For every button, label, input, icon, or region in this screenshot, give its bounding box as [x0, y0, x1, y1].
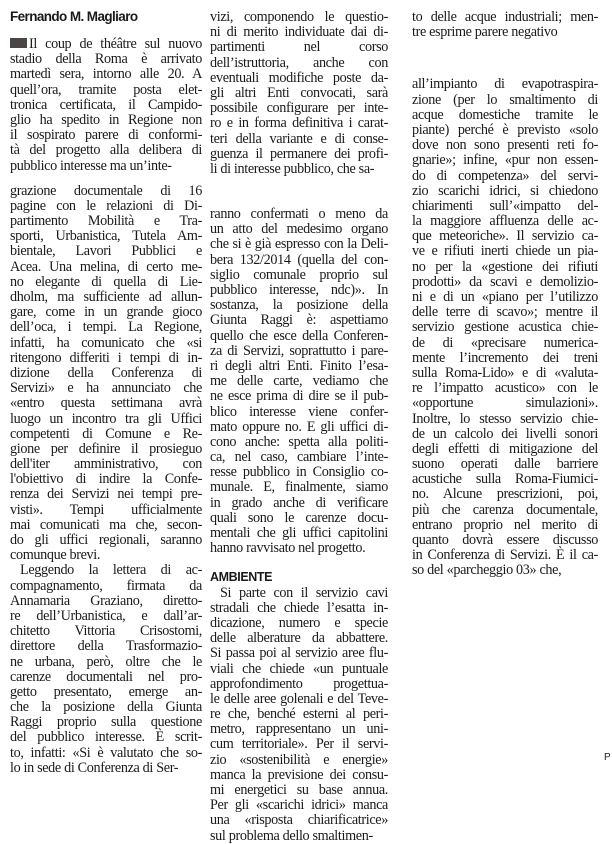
- text-line: quali sono le carenze docu-: [210, 509, 388, 526]
- text-line: prodotti» da scavi e demolizio-: [412, 273, 598, 290]
- text-line: mi energetici su base annua.: [210, 782, 388, 798]
- text-line: sostanza, la posizione della: [210, 297, 388, 314]
- text-line: Giunta Raggi è: aspettiamo: [210, 312, 388, 329]
- text-line: una «risposta chiarificatrice»: [210, 812, 388, 829]
- text-line: stradali che chiede l’esatta in-: [210, 599, 388, 616]
- text-line: ni e di un «piano per l’utilizzo: [412, 289, 598, 305]
- text-line: Inoltre, lo stesso servizio chie-: [412, 410, 598, 427]
- text-line: «opportune simulazioni».: [412, 395, 598, 412]
- text-line: dell’istruttoria, anche con: [210, 54, 388, 71]
- text-line: mai comunicati ma che, secon-: [10, 516, 202, 533]
- text-line: carenze documentali nel pro-: [10, 668, 202, 685]
- col2-block2: [210, 586, 388, 844]
- col1-block0-rest: [10, 52, 202, 174]
- column-gap: [412, 40, 598, 77]
- text-line: sul problema dello smaltimen-: [210, 827, 373, 844]
- text-line: il sospirato parere di conformi-: [10, 127, 202, 144]
- text-line: Per gli «scarichi idrici» manca: [210, 797, 388, 814]
- text-line: le delle aree golenali e del Teve-: [210, 690, 388, 707]
- text-line: viali che chiede «un puntuale: [210, 660, 388, 677]
- text-line: no per la «gestione dei rifiuti: [412, 258, 598, 275]
- text-line: que meteoriche». Il servizio ca-: [412, 228, 598, 245]
- text-line: zio scarichi idrici, si chiedono: [412, 182, 598, 199]
- text-line: hanno ravvisato nel progetto.: [210, 540, 366, 557]
- col1-block2: [10, 563, 202, 776]
- text-line: Il coup de théâtre sul nuovo: [10, 37, 202, 52]
- text-line: acque domestiche tramite le: [412, 106, 598, 123]
- text-line: blico interesse viene confer-: [210, 403, 388, 420]
- text-line: zio «sostenibilità e energie»: [210, 751, 388, 768]
- text-line: sporti, Urbanistica, Tutela Am-: [10, 228, 202, 245]
- text-line: manca la previsione dei consu-: [210, 766, 388, 783]
- text-line: Raggi proprio sulla questione: [10, 714, 202, 731]
- text-line: tà del progetto alla delibera di: [10, 142, 202, 159]
- article-column-2: [210, 10, 388, 844]
- text-line: re l’impatto acustico» con le: [412, 380, 598, 397]
- col3-block0: [412, 10, 598, 40]
- text-line: un atto del medesimo organo: [210, 221, 388, 238]
- paragraph-lead: [10, 37, 202, 52]
- text-line: dicazione, numero e specie: [210, 614, 388, 631]
- text-line: no. Alcune prescrizioni, poi,: [412, 486, 598, 503]
- text-line: re dell’Urbanistica, e dall’ar-: [10, 607, 202, 624]
- text-line: Leggendo la lettera di ac-: [20, 562, 202, 579]
- text-line: dholm, ma sufficiente ad allun-: [10, 289, 202, 305]
- text-line: delle terre di scavo»; mentre il: [412, 304, 598, 321]
- text-line: ro e in forma definitiva i carat-: [210, 115, 388, 132]
- text-line: martedì sera, intorno alle 20. A: [10, 66, 202, 83]
- text-line: getto presentato, emerge an-: [10, 683, 202, 700]
- text-line: re che, benché esterni al peri-: [210, 706, 388, 723]
- text-line: possibile configurare per inte-: [210, 100, 388, 117]
- text-line: to, infatti: «Si è valutato che so-: [10, 744, 202, 761]
- text-line: la maggiore affluenza delle ac-: [412, 213, 598, 230]
- text-line: del pubblico interesse. È scrit-: [10, 729, 202, 746]
- col2-block0: [210, 10, 388, 177]
- text-line: mentali che gli uffici capitolini: [210, 525, 388, 541]
- text-line: direttore della Trasformazio-: [10, 638, 202, 655]
- text-line: compagnamento, firmata da: [10, 577, 202, 594]
- text-line: guenza il permanere dei profi-: [210, 145, 388, 162]
- text-line: visti». Tempi ufficialmente: [10, 501, 202, 518]
- text-line: ranno confermati o meno da: [210, 206, 388, 223]
- text-line: gnarie»; infine, «pur non essen-: [412, 152, 598, 169]
- text-line: comunque brevi.: [10, 547, 101, 564]
- text-line: eventuali modifiche poste da-: [210, 69, 388, 86]
- text-line: resse pubblico in Consiglio co-: [210, 464, 388, 481]
- text-line: degli effetti di mitigazione del: [412, 440, 598, 457]
- text-line: no elegante di quella di Lie-: [10, 273, 202, 290]
- text-line: competenti di Comune e Re-: [10, 425, 202, 442]
- text-line: lo in sede di Conferenza di Ser-: [10, 759, 179, 776]
- text-line: do di competenza» del servi-: [412, 167, 598, 184]
- text-line: Si parte con il servizio cavi: [220, 584, 388, 601]
- text-line: più che carenza documentale,: [412, 501, 598, 518]
- text-line: ve e rifiuti inerti chiede un pia-: [412, 243, 598, 260]
- text-line: glio ha spedito in Regione non: [10, 111, 202, 128]
- text-line: pubblico interesse, ndc)». In: [210, 282, 388, 298]
- text-line: «entro questa settimana avrà: [10, 395, 202, 412]
- text-line: de un calcolo dei livelli sonori: [412, 425, 598, 442]
- text-line: acustiche sulla Roma-Fiumici-: [412, 471, 598, 488]
- text-line: so del «parcheggio 03» che,: [412, 562, 562, 579]
- text-line: teri della variante e di conse-: [210, 130, 388, 147]
- text-line: ne urbana, però, oltre che le: [10, 653, 202, 670]
- text-line: all’impianto di evapotraspira-: [412, 76, 598, 93]
- text-line: quell’ora, tramite posta elet-: [10, 81, 202, 98]
- text-line: dell'iter amministrativo, con: [10, 456, 202, 473]
- text-line: bientale, Lavori Pubblici e: [10, 243, 202, 260]
- text-line: gli altri Enti convocati, sarà: [210, 84, 388, 101]
- text-line: in grado anche di verificare: [210, 494, 388, 511]
- text-line: grazione documentale di 16: [10, 182, 202, 199]
- text-line: ni di merito individuate dai di-: [210, 24, 388, 41]
- text-line: quello che esce della Conferen-: [210, 327, 388, 344]
- text-line: cono anche: spetta alla politi-: [210, 433, 388, 450]
- text-line: mato oppure no. E gli uffici di-: [210, 418, 388, 435]
- text-line: ritengono differiti i tempi di in-: [10, 349, 202, 366]
- text-line: do gli uffici regionali, saranno: [10, 532, 202, 548]
- page-marker: P: [604, 752, 611, 763]
- column-gap: [210, 556, 388, 570]
- text-line: quanto dovrà essere discusso: [412, 532, 598, 548]
- text-line: luogo un incontro tra gli Uffici: [10, 410, 202, 427]
- byline: Fernando M. Magliaro: [10, 9, 138, 24]
- text-line: cum territoriale». Per il servi-: [210, 736, 388, 753]
- text-line: de di «precisare numerica-: [412, 334, 598, 351]
- text-line: tronica certificata, il Campido-: [10, 96, 202, 113]
- text-line: sulla Roma-Lido» e di «valuta-: [412, 364, 598, 381]
- lead-bullet-icon: [10, 38, 27, 48]
- text-line: dizione della Conferenza di: [10, 364, 202, 381]
- text-line: pubblico interesse ma un’inte-: [10, 157, 172, 174]
- text-line: che si è già espresso con la Deli-: [210, 236, 388, 253]
- text-line: tre esprime parere negativo: [412, 24, 558, 41]
- text-line: li di interesse pubblico, che sa-: [210, 160, 375, 177]
- text-line: munale. E, finalmente, siamo: [210, 479, 388, 496]
- text-line: in Conferenza di Servizi. È il ca-: [412, 547, 598, 564]
- text-line: approfondimento progettua-: [210, 675, 388, 692]
- text-line: che la posizione della Giunta: [10, 699, 202, 716]
- section-heading: AMBIENTE: [210, 570, 273, 585]
- text-line: ne esce prima di dire se il pub-: [210, 388, 388, 405]
- text-line: stadio della Roma è arrivato: [10, 51, 202, 68]
- text-line: mente l’incremento dei treni: [412, 349, 598, 366]
- text-line: gare, come in un grande gioco: [10, 304, 202, 321]
- text-line: ca, nel caso, cambiare l’inte-: [210, 449, 388, 466]
- text-line: partimenti nel corso: [210, 39, 388, 56]
- text-line: Servizi» e ha annunciato che: [10, 380, 202, 397]
- text-line: entrano proprio nel merito di: [412, 516, 598, 533]
- col2-block1: [210, 207, 388, 556]
- text-line: chitetto Vittoria Crisostomi,: [10, 623, 202, 640]
- text-line: dove non sono presenti reti fo-: [412, 137, 598, 154]
- column-gap: [210, 177, 388, 207]
- col3-block1: [412, 77, 598, 578]
- text-line: l'obiettivo di indire la Confe-: [10, 471, 202, 488]
- article-column-3: [412, 10, 598, 579]
- text-line: me delle carte, vediamo che: [210, 373, 388, 390]
- text-line: servizio gestione acustica chie-: [412, 319, 598, 336]
- text-line: Si passa poi al servizio aree flu-: [210, 645, 388, 662]
- text-line: ri degli altri Enti. Finito l’esa-: [210, 357, 388, 374]
- text-line: infatti, ha comunicato che «si: [10, 334, 202, 351]
- text-line: Acea. Una melina, di certo me-: [10, 258, 202, 275]
- text-line: bera 132/2014 (quella del con-: [210, 251, 388, 268]
- text-line: to delle acque industriali; men-: [412, 9, 598, 25]
- text-line: gione per definire il prosieguo: [10, 440, 202, 457]
- text-line: suono operati dalle barriere: [412, 456, 598, 473]
- text-line: dell’oca, i tempi. La Regione,: [10, 319, 202, 336]
- text-line: metro, rappresentano un uni-: [210, 721, 388, 738]
- col1-block1: [10, 184, 202, 564]
- text-line: delle alberature da abbattere.: [210, 630, 388, 647]
- article-column-1: [10, 37, 202, 776]
- text-line: za di Servizi, soprattutto i pare-: [210, 342, 388, 359]
- text-line: siglio comunale proprio sul: [210, 266, 388, 283]
- text-line: vizi, componendo le questio-: [210, 9, 388, 25]
- text-line: renza dei Servizi nei tempi pre-: [10, 486, 202, 503]
- text-line: chiarimenti sull’«impatto del-: [412, 197, 598, 214]
- text-line: piante) perché è previsto «solo: [412, 121, 598, 138]
- text-line: partimento Mobilità e Tra-: [10, 213, 202, 230]
- text-line: zione (per lo smaltimento di: [412, 91, 598, 108]
- text-line: pagine con le relazioni di Di-: [10, 197, 202, 214]
- text-line: Annamaria Graziano, diretto-: [10, 592, 202, 609]
